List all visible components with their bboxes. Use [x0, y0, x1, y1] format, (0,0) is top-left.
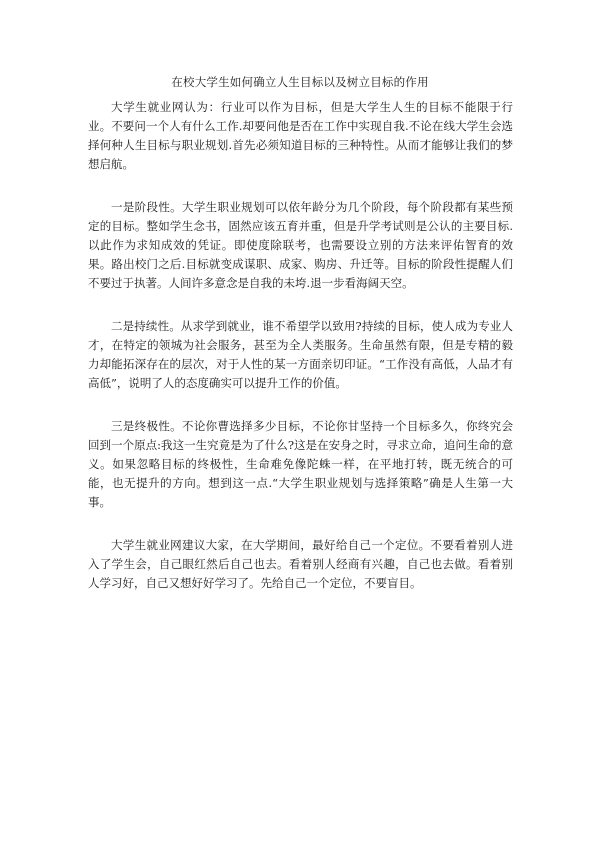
- document-title: 在校大学生如何确立人生目标以及树立目标的作用: [171, 75, 429, 89]
- paragraph-stage: 一是阶段性。大学生职业规划可以依年龄分为几个阶段，每个阶段都有某些预定的目标。整如学生念书，固然应该五育并重，但是升学考试则是公认的主要目标.以此作为求知成效的凭证。即使度除联考，也需要设立别的方法来评佑智育的效果。路出校门之后.目标就变成谋职、成家、购房、升迁等。目标的阶段性提醒人们不要过于执著。人间许多意念是自我的未垮.退一步看海阔天空。: [88, 200, 513, 290]
- document-body: [88, 98, 513, 617]
- paragraph-continuity: 二是持续性。从求学到就业，谁不希望学以致用?持续的目标，使人成为专业人才，在特定的领城为社会服务，甚至为全人类服务。生命虽然有限，但是专精的毅力却能拓深存在的层次，对于人性的某一方面亲切印证。“工作没有高低，人品才有高低”，说明了人的态度确实可以提升工作的价值。: [88, 319, 513, 390]
- paragraph-advice: 大学生就业网建议大家，在大学期间，最好给自己一个定位。不要看着别人进入了学生会，自己眼红然后自己也去。看着别人经商有兴趣，自己也去做。看着别人学习好，自己又想好好学习了。先给自己一个定位，不要盲目。: [88, 538, 513, 590]
- paragraph-ultimate: 三是终极性。不论你曹选择多少目标，不论你甘坚持一个目标多久，你终究会回到一个原点:我这一生究竟是为了什么?这是在安身之时，寻求立命，追问生命的意义。如果忽略目标的终极性，生命难免像陀蛛一样，在平地打转，既无统合的可能，也无提升的方向。想到这一点.“大学生职业规划与选择策略”确是人生第一大事。: [88, 419, 513, 509]
- paragraph-intro: 大学生就业网认为：行业可以作为目标，但是大学生人生的目标不能限于行业。不要问一个人有什么工作.却要问他是否在工作中实现自我.不论在线大学生会选择何种人生目标与职业规划.首先必须知道目标的三种特性。从而才能够让我们的梦想启航。: [88, 100, 513, 171]
